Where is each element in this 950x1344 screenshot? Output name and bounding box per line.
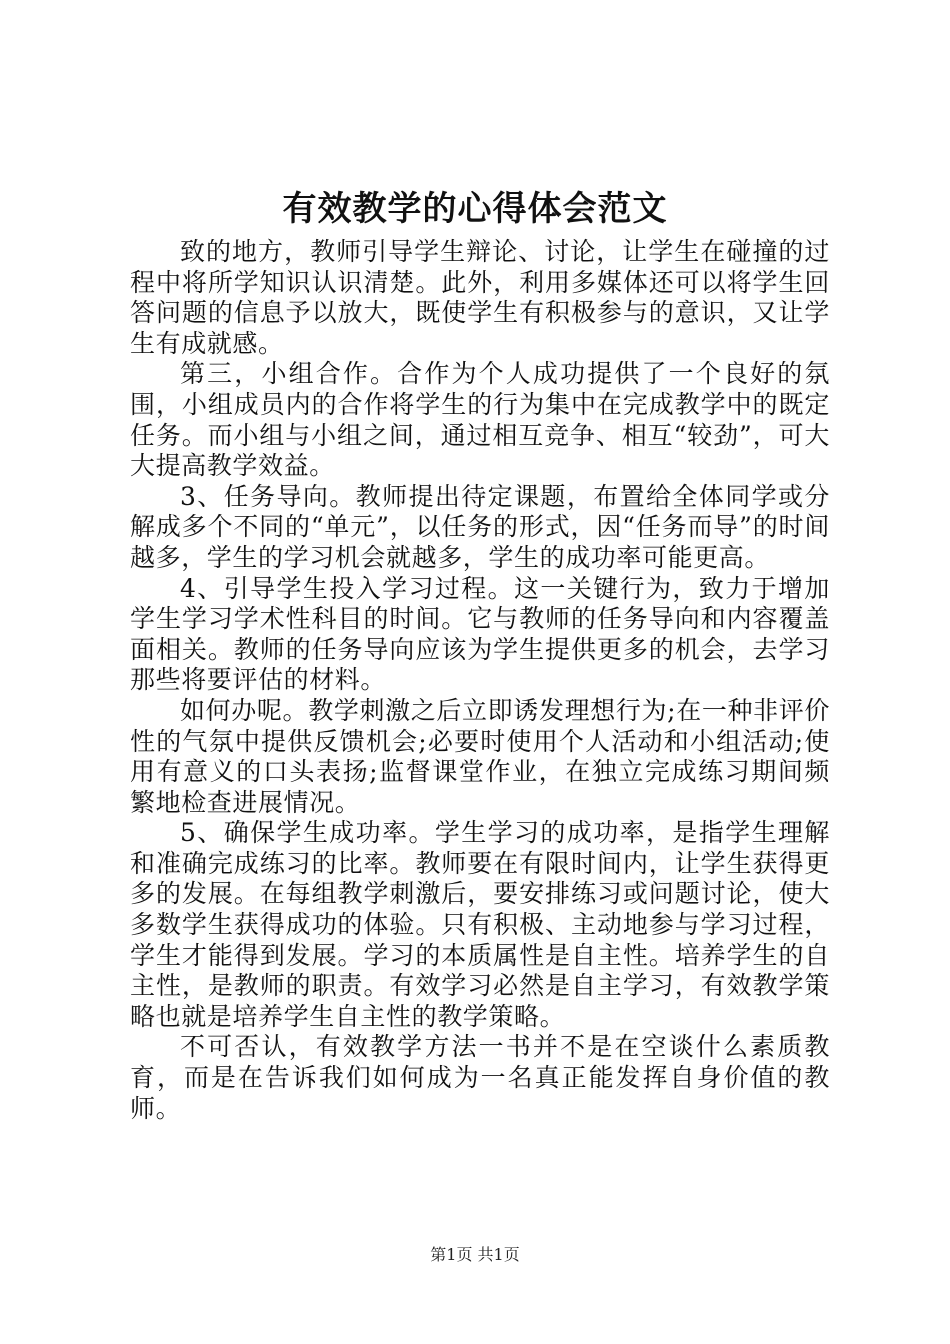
page-footer: 第1页 共1页 (430, 1245, 520, 1264)
document-body (130, 237, 830, 1124)
paragraph: 如何办呢。教学刺激之后立即诱发理想行为;在一种非评价性的气氛中提供反馈机会;必要时使用个人活动和小组活动;使用有意义的口头表扬;监督课堂作业，在独立完成练习期间频繁地检查进展情况。 (130, 695, 830, 817)
paragraph: 5、确保学生成功率。学生学习的成功率，是指学生理解和准确完成练习的比率。教师要在有限时间内，让学生获得更多的发展。在每组教学刺激后，要安排练习或问题讨论，使大多数学生获得成功的体验。只有积极、主动地参与学习过程，学生才能得到发展。学习的本质属性是自主性。培养学生的自主性，是教师的职责。有效学习必然是自主学习，有效教学策略也就是培养学生自主性的教学策略。 (130, 818, 830, 1031)
paragraph: 3、任务导向。教师提出待定课题，布置给全体同学或分解成多个不同的“单元”，以任务的形式，因“任务而导”的时间越多，学生的学习机会就越多，学生的成功率可能更高。 (130, 481, 830, 572)
paragraph: 第三，小组合作。合作为个人成功提供了一个良好的氛围，小组成员内的合作将学生的行为集中在完成教学中的既定任务。而小组与小组之间，通过相互竞争、相互“较劲”，可大大提高教学效益。 (130, 359, 830, 481)
paragraph: 不可否认，有效教学方法一书并不是在空谈什么素质教育，而是在告诉我们如何成为一名真正能发挥自身价值的教师。 (130, 1032, 830, 1123)
paragraph: 致的地方，教师引导学生辩论、讨论，让学生在碰撞的过程中将所学知识认识清楚。此外，利用多媒体还可以将学生回答问题的信息予以放大，既使学生有积极参与的意识，又让学生有成就感。 (130, 237, 830, 358)
document-title: 有效教学的心得体会范文 (282, 189, 668, 229)
paragraph: 4、引导学生投入学习过程。这一关键行为，致力于增加学生学习学术性科目的时间。它与教师的任务导向和内容覆盖面相关。教师的任务导向应该为学生提供更多的机会，去学习那些将要评估的材料。 (130, 573, 830, 695)
